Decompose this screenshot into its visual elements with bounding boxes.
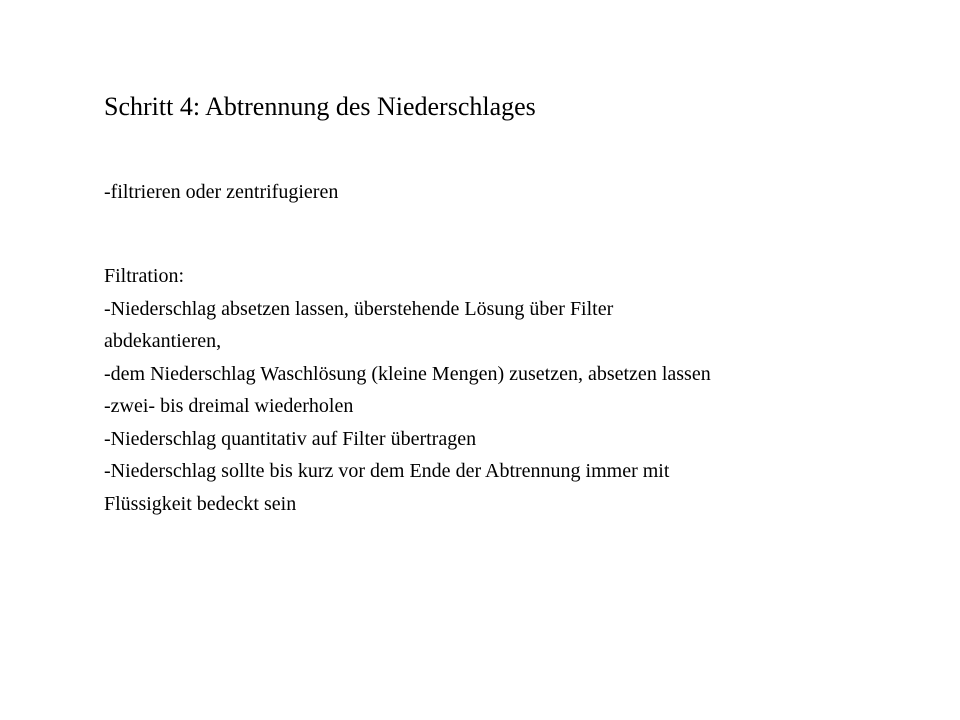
body-line: abdekantieren, [104,330,222,352]
body-line: Flüssigkeit bedeckt sein [104,492,297,515]
body-line: -Niederschlag absetzen lassen, überstehende Lösung über Filter [104,297,614,320]
slide-title: Schritt 4: Abtrennung des Niederschlages [104,92,536,121]
slide-subtitle: -filtrieren oder zentrifugieren [104,181,339,203]
body-line: -Niederschlag quantitativ auf Filter übertragen [104,427,477,450]
body-line-filtration-heading: Filtration: [104,265,184,287]
body-line: -zwei- bis dreimal wiederholen [104,395,354,417]
slide-body [104,260,934,520]
body-line: -dem Niederschlag Waschlösung (kleine Mengen) zusetzen, absetzen lassen [104,362,711,385]
body-line: -Niederschlag sollte bis kurz vor dem Ende der Abtrennung immer mit [104,460,670,482]
